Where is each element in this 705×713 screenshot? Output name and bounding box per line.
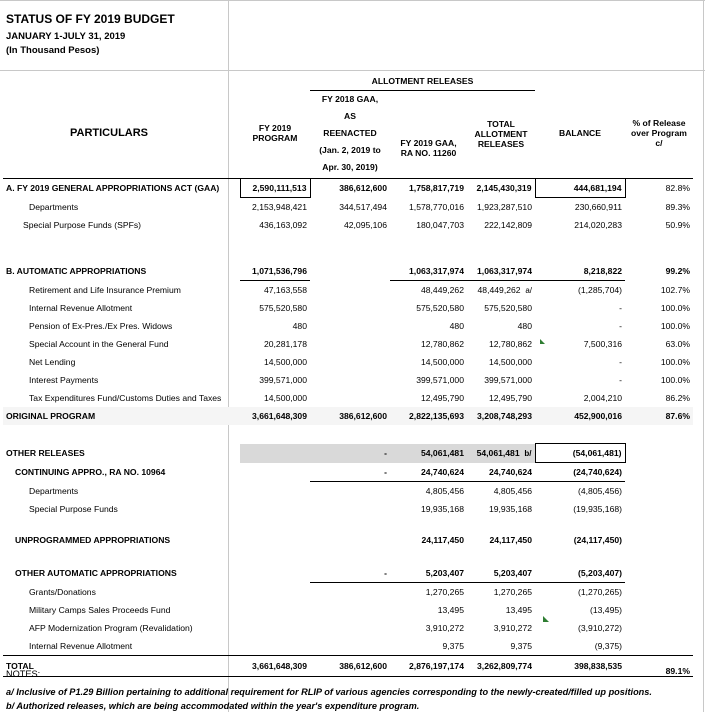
cell-total: 13,495	[505, 605, 532, 615]
table-row	[3, 407, 693, 425]
cell-total: 12,780,862	[488, 339, 532, 349]
table-row	[3, 500, 693, 518]
cell-balance: 398,838,535	[574, 661, 622, 671]
cell-pct: 99.2%	[665, 266, 690, 277]
balance-header: BALANCE	[558, 128, 601, 139]
table-row	[3, 564, 693, 583]
cell-total: 2,145,430,319	[476, 183, 532, 194]
fy2019-program-header: FY 2019 PROGRAM	[252, 123, 298, 144]
cell-balance: 8,218,822	[535, 262, 625, 281]
cell-gaa2019: 180,047,703	[416, 220, 464, 230]
allotment-releases-header: ALLOTMENT RELEASES	[310, 72, 535, 91]
cell-pct: 100.0%	[660, 321, 690, 331]
cell-gaa2018: 386,612,600	[339, 411, 387, 421]
cell-program: 3,661,648,309	[252, 411, 307, 421]
cell-pct: 50.9%	[665, 220, 690, 230]
cell-comment-marker	[543, 616, 549, 622]
cell-label: ORIGINAL PROGRAM	[6, 411, 96, 421]
cell-pct	[625, 601, 693, 619]
cell-gaa2019: 4,805,456	[425, 486, 464, 496]
cell-gaa2018	[310, 500, 390, 518]
cell-total: 24,117,450	[489, 535, 532, 545]
cell-label: Interest Payments	[29, 375, 99, 385]
cell-gaa2019: 54,061,481	[390, 444, 467, 463]
cell-label: Pension of Ex-Pres./Ex Pres. Widows	[29, 321, 173, 331]
table-row	[3, 583, 693, 602]
table-row	[3, 317, 693, 335]
cell-gaa2018	[310, 601, 390, 619]
cell-balance: 230,660,911	[574, 202, 622, 212]
cell-label: OTHER AUTOMATIC APPROPRIATIONS	[15, 568, 177, 579]
cell-balance: (4,805,456)	[578, 486, 622, 496]
particulars-header: PARTICULARS	[70, 127, 149, 140]
grid-line	[703, 0, 704, 712]
cell-label: AFP Modernization Program (Revalidation)	[29, 623, 193, 633]
cell-gaa2019: 1,063,317,974	[390, 262, 467, 281]
cell-total: 222,142,809	[484, 220, 532, 230]
cell-total: 3,208,748,293	[477, 411, 532, 421]
cell-pct: 89.3%	[665, 201, 690, 212]
cell-balance: 214,020,283	[574, 220, 622, 230]
cell-label: OTHER RELEASES	[6, 448, 85, 458]
cell-balance: (19,935,168)	[573, 504, 622, 514]
cell-gaa2018	[310, 299, 390, 317]
cell-gaa2019: 13,495	[437, 605, 464, 615]
cell-pct	[625, 482, 693, 501]
cell-gaa2019: 48,449,262	[420, 285, 464, 295]
cell-gaa2019: 14,500,000	[420, 357, 464, 367]
report-title: STATUS OF FY 2019 BUDGET	[6, 12, 175, 26]
budget-table	[3, 72, 693, 677]
cell-program	[240, 564, 310, 583]
cell-program: 2,153,948,421	[252, 202, 307, 212]
cell-gaa2019: 1,578,770,016	[409, 201, 464, 212]
cell-balance: (24,740,624)	[535, 463, 625, 482]
table-row	[3, 371, 693, 389]
cell-pct: 87.6%	[665, 411, 690, 421]
cell-balance: -	[619, 321, 622, 331]
cell-label: A. FY 2019 GENERAL APPROPRIATIONS ACT (GAA)	[6, 183, 220, 194]
cell-gaa2018	[310, 353, 390, 371]
cell-program: 3,661,648,309	[252, 661, 307, 671]
cell-gaa2019: 19,935,168	[420, 504, 464, 514]
table-row	[3, 482, 693, 501]
cell-gaa2018	[310, 335, 390, 353]
cell-gaa2019: 24,117,450	[421, 535, 464, 545]
cell-gaa2018	[310, 389, 390, 407]
cell-gaa2018	[310, 281, 390, 300]
cell-label: Net Lending	[29, 357, 76, 367]
cell-gaa2019: 399,571,000	[416, 375, 464, 385]
cell-gaa2018: 344,517,494	[339, 201, 387, 212]
cell-total: 480	[517, 321, 532, 331]
cell-program	[240, 601, 310, 619]
table-row: Retirement and Life Insurance Premium 47,163,558 48,449,262 48,449,262 a/ (1,285,704) 102.7%	[3, 281, 693, 300]
cell-program: 14,500,000	[263, 393, 307, 403]
cell-program: 480	[292, 321, 307, 331]
grid-line	[0, 70, 705, 71]
cell-gaa2019: 2,876,197,174	[409, 661, 464, 671]
cell-pct: 102.7%	[660, 284, 690, 295]
cell-balance: 7,500,316	[583, 339, 622, 349]
cell-gaa2018	[310, 583, 390, 602]
cell-gaa2018	[310, 531, 390, 549]
cell-balance: -	[619, 357, 622, 367]
note-a: a/ Inclusive of P1.29 Billion pertaining to additional requirement for RLIP of various agencies corresponding to the newly-created/filled up positions.	[6, 687, 652, 697]
cell-program	[240, 482, 310, 501]
cell-balance: (9,375)	[535, 637, 625, 656]
cell-total: 1,270,265	[493, 587, 532, 597]
note-b: b/ Authorized releases, which are being accommodated within the year's expenditure program.	[6, 701, 420, 711]
cell-gaa2018: 42,095,106	[343, 220, 387, 230]
cell-label: CONTINUING APPRO., RA NO. 10964	[15, 467, 166, 477]
table-row	[3, 353, 693, 371]
cell-gaa2019: 9,375	[390, 637, 467, 656]
cell-balance: (54,061,481)	[535, 444, 625, 463]
cell-gaa2019: 12,495,790	[420, 393, 464, 403]
table-row	[3, 463, 693, 482]
cell-total: 9,375	[467, 637, 535, 656]
cell-program	[240, 619, 310, 637]
total-allotment-header: TOTAL ALLOTMENT RELEASES	[474, 118, 528, 149]
gaa2018-header: FY 2018 GAA, AS REENACTED (Jan. 2, 2019 to Apr. 30, 2019)	[319, 94, 381, 172]
cell-label: Special Purpose Funds (SPFs)	[23, 220, 141, 230]
cell-total: 1,063,317,974	[467, 262, 535, 281]
cell-gaa2018: -	[310, 463, 390, 482]
cell-balance: 444,681,194	[535, 179, 625, 198]
cell-gaa2018: -	[310, 444, 390, 463]
cell-label: Departments	[29, 485, 79, 496]
cell-program	[240, 531, 310, 549]
cell-label: B. AUTOMATIC APPROPRIATIONS	[6, 266, 147, 277]
cell-gaa2018: 386,612,600	[339, 661, 387, 671]
cell-total: 3,910,272	[493, 623, 532, 633]
cell-total: 1,923,287,510	[477, 201, 532, 212]
cell-pct	[625, 564, 693, 583]
cell-program	[240, 463, 310, 482]
cell-label: Special Purpose Funds	[29, 504, 118, 514]
cell-gaa2019: 575,520,580	[416, 303, 464, 313]
cell-balance: (5,203,407)	[535, 564, 625, 583]
cell-pct	[625, 500, 693, 518]
cell-balance: (1,270,265)	[578, 587, 622, 597]
report-unit: (In Thousand Pesos)	[6, 45, 100, 56]
cell-pct: 63.0%	[665, 339, 690, 349]
table-row	[3, 601, 693, 619]
cell-gaa2019: 12,780,862	[420, 339, 464, 349]
table-row	[3, 335, 693, 353]
cell-gaa2019: 24,740,624	[390, 463, 467, 482]
table-row	[3, 262, 693, 281]
cell-label: TOTAL	[6, 661, 34, 671]
cell-program	[240, 583, 310, 602]
cell-gaa2019: 1,270,265	[425, 587, 464, 597]
cell-label: UNPROGRAMMED APPROPRIATIONS	[15, 535, 171, 545]
cell-pct	[625, 444, 693, 463]
cell-gaa2018	[310, 482, 390, 501]
cell-program: 575,520,580	[259, 303, 307, 313]
table-row	[3, 531, 693, 549]
table-row	[3, 179, 693, 198]
cell-program	[240, 500, 310, 518]
cell-pct	[625, 583, 693, 602]
cell-total: 24,740,624	[467, 463, 535, 482]
cell-pct: 89.1%	[665, 666, 690, 676]
cell-total: 5,203,407	[467, 564, 535, 583]
cell-program	[240, 444, 310, 463]
table-row	[3, 299, 693, 317]
cell-total: 399,571,000	[484, 375, 532, 385]
cell-balance: 2,004,210	[583, 393, 622, 403]
cell-balance: (24,117,450)	[573, 535, 622, 545]
gaa2019-header: FY 2019 GAA, RA NO. 11260	[400, 137, 457, 158]
report-period: JANUARY 1-JULY 31, 2019	[6, 31, 126, 42]
footnote-b-flag: b/	[524, 449, 532, 458]
cell-program: 2,590,111,513	[240, 179, 310, 198]
cell-total: 575,520,580	[484, 303, 532, 313]
cell-balance: -	[619, 303, 622, 313]
notes-heading: NOTES:	[6, 669, 41, 679]
cell-balance: 452,900,016	[574, 411, 622, 421]
table-row	[3, 389, 693, 407]
cell-program: 399,571,000	[259, 375, 307, 385]
cell-gaa2019: 480	[449, 321, 464, 331]
cell-total: 3,262,809,774	[477, 661, 532, 671]
cell-gaa2018	[310, 317, 390, 335]
cell-gaa2018: 386,612,600	[339, 183, 387, 194]
pct-release-header: % of Release over Program c/	[631, 118, 687, 149]
cell-gaa2019: 5,203,407	[390, 564, 467, 583]
table-row: OTHER RELEASES - 54,061,481 54,061,481 b/ (54,061,481)	[3, 444, 693, 463]
cell-comment-marker	[540, 339, 545, 344]
cell-program: 47,163,558	[263, 285, 307, 295]
cell-total: 14,500,000	[488, 357, 532, 367]
cell-balance: (13,495)	[589, 605, 622, 615]
cell-gaa2019: 1,758,817,719	[409, 183, 464, 194]
cell-label: Military Camps Sales Proceeds Fund	[29, 605, 171, 615]
cell-program: 1,071,536,796	[240, 262, 310, 281]
notes-section	[6, 667, 652, 713]
cell-program: 436,163,092	[259, 220, 307, 230]
table-row	[3, 216, 693, 234]
cell-total: 4,805,456	[493, 486, 532, 496]
cell-gaa2019: 2,822,135,693	[409, 411, 464, 421]
cell-program	[240, 637, 310, 656]
table-row	[3, 198, 693, 217]
cell-label: Internal Revenue Allotment	[29, 303, 133, 313]
cell-gaa2018	[310, 619, 390, 637]
cell-balance: (3,910,272)	[578, 623, 622, 633]
cell-program: 20,281,178	[263, 339, 307, 349]
grid-line	[0, 0, 705, 1]
cell-pct	[625, 637, 693, 656]
cell-pct	[625, 531, 693, 549]
cell-pct: 82.8%	[665, 183, 690, 194]
footnote-a-flag: a/	[525, 286, 532, 295]
table-body	[3, 179, 693, 677]
cell-label: Special Account in the General Fund	[29, 339, 169, 349]
cell-balance: (1,285,704)	[578, 285, 622, 295]
cell-pct: 100.0%	[660, 303, 690, 313]
cell-pct	[625, 619, 693, 637]
table-row	[3, 619, 693, 637]
cell-gaa2018: -	[310, 564, 390, 583]
cell-label: Departments	[29, 201, 79, 212]
cell-label: Grants/Donations	[29, 586, 96, 597]
cell-gaa2019: 3,910,272	[425, 623, 464, 633]
cell-pct: 100.0%	[660, 357, 690, 367]
cell-program: 14,500,000	[263, 357, 307, 367]
cell-balance: -	[619, 375, 622, 385]
cell-gaa2018	[310, 637, 390, 656]
cell-total: 12,495,790	[488, 393, 532, 403]
cell-label: Retirement and Life Insurance Premium	[29, 284, 181, 295]
table-row	[3, 637, 693, 656]
cell-label: Tax Expenditures Fund/Customs Duties and Taxes	[29, 393, 222, 403]
cell-pct: 100.0%	[660, 375, 690, 385]
cell-total: 19,935,168	[488, 504, 532, 514]
cell-label: Internal Revenue Allotment	[29, 641, 133, 651]
cell-gaa2018	[310, 262, 390, 281]
cell-gaa2018	[310, 371, 390, 389]
cell-pct: 86.2%	[665, 393, 690, 403]
cell-pct	[625, 463, 693, 482]
